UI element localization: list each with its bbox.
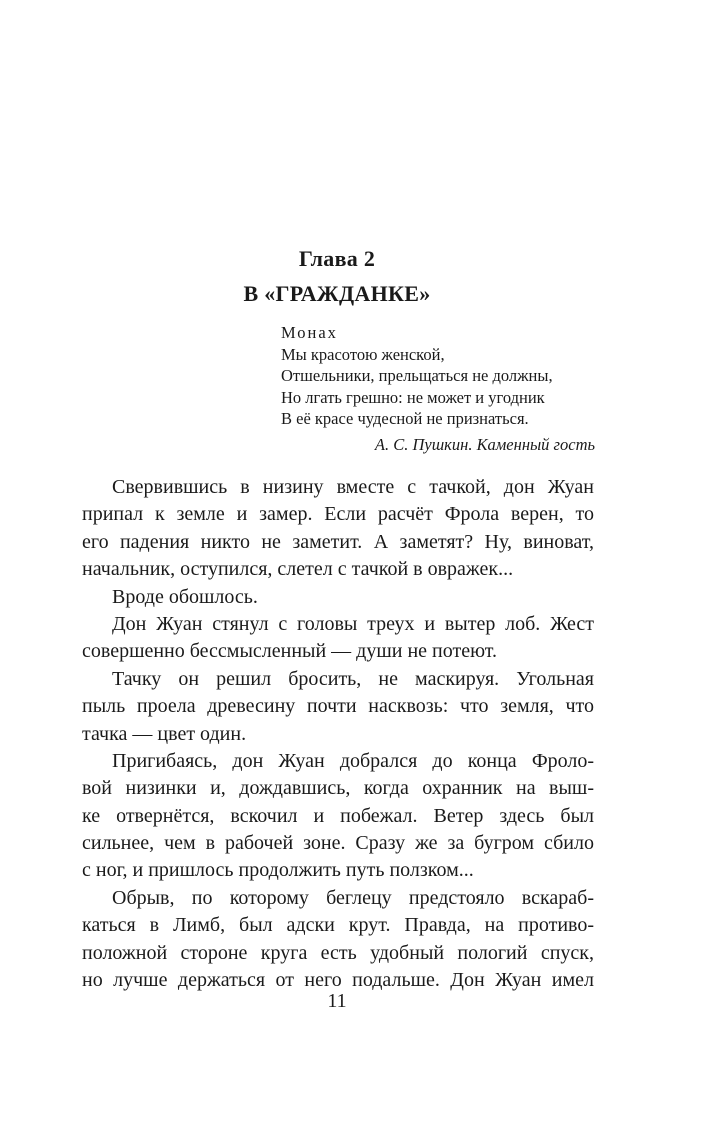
epigraph bbox=[281, 322, 595, 455]
chapter-number: Глава 2 bbox=[298, 246, 376, 271]
text-line: но лучше держаться от него подальше. Дон Жуан имел bbox=[82, 969, 594, 992]
epigraph-line: Отшельники, прельщаться не должны, bbox=[281, 366, 553, 385]
text-line: ке отвернётся, вскочил и побежал. Ветер здесь был bbox=[82, 804, 594, 827]
text-line: Дон Жуан стянул с головы треух и вытер лоб. Жест bbox=[112, 612, 594, 635]
chapter-title: В «ГРАЖДАНКЕ» bbox=[243, 281, 431, 306]
text-line: Свервившись в низину вместе с тачкой, дон Жуан bbox=[112, 476, 594, 498]
text-line: начальник, оступился, слетел с тачкой в овражек... bbox=[82, 558, 514, 581]
text-line: тачка — цвет один. bbox=[82, 722, 247, 745]
epigraph-attribution: А. С. Пушкин. Каменный гость bbox=[374, 434, 595, 454]
epigraph-line: Но лгать грешно: не может и угодник bbox=[281, 387, 545, 407]
text-line: Обрыв, по которому беглецу предстояло вскараб- bbox=[112, 886, 594, 909]
epigraph-speaker: Монах bbox=[281, 323, 338, 342]
text-line: сильнее, чем в рабочей зоне. Сразу же за бугром сбило bbox=[82, 832, 594, 855]
text-line: Вроде обошлось. bbox=[112, 585, 258, 608]
text-line: совершенно бессмысленный — души не потеют. bbox=[82, 640, 498, 663]
text-line: Пригибаясь, дон Жуан добрался до конца Фроло- bbox=[112, 749, 594, 772]
body-text bbox=[82, 474, 594, 994]
text-line: вой низинки и, дождавшись, когда охранник на выш- bbox=[82, 777, 594, 800]
text-line: с ног, и пришлось продолжить путь ползком... bbox=[82, 859, 474, 882]
epigraph-line: В её красе чудесной не признаться. bbox=[281, 409, 529, 428]
text-line: положной стороне круга есть удобный пологий спуск, bbox=[82, 941, 594, 964]
text-line: Тачку он решил бросить, не маскируя. Угольная bbox=[112, 667, 594, 690]
page-number: 11 bbox=[327, 990, 347, 1012]
text-line: каться в Лимб, был адски крут. Правда, на противо- bbox=[82, 914, 594, 937]
text-line: припал к земле и замер. Если расчёт Фрола верен, то bbox=[82, 503, 594, 526]
text-line: его падения никто не заметит. А заметят? Ну, виноват, bbox=[82, 530, 594, 553]
text-line: пыль проела древесину почти насквозь: что земля, что bbox=[82, 695, 594, 718]
epigraph-line: Мы красотою женской, bbox=[281, 344, 445, 364]
